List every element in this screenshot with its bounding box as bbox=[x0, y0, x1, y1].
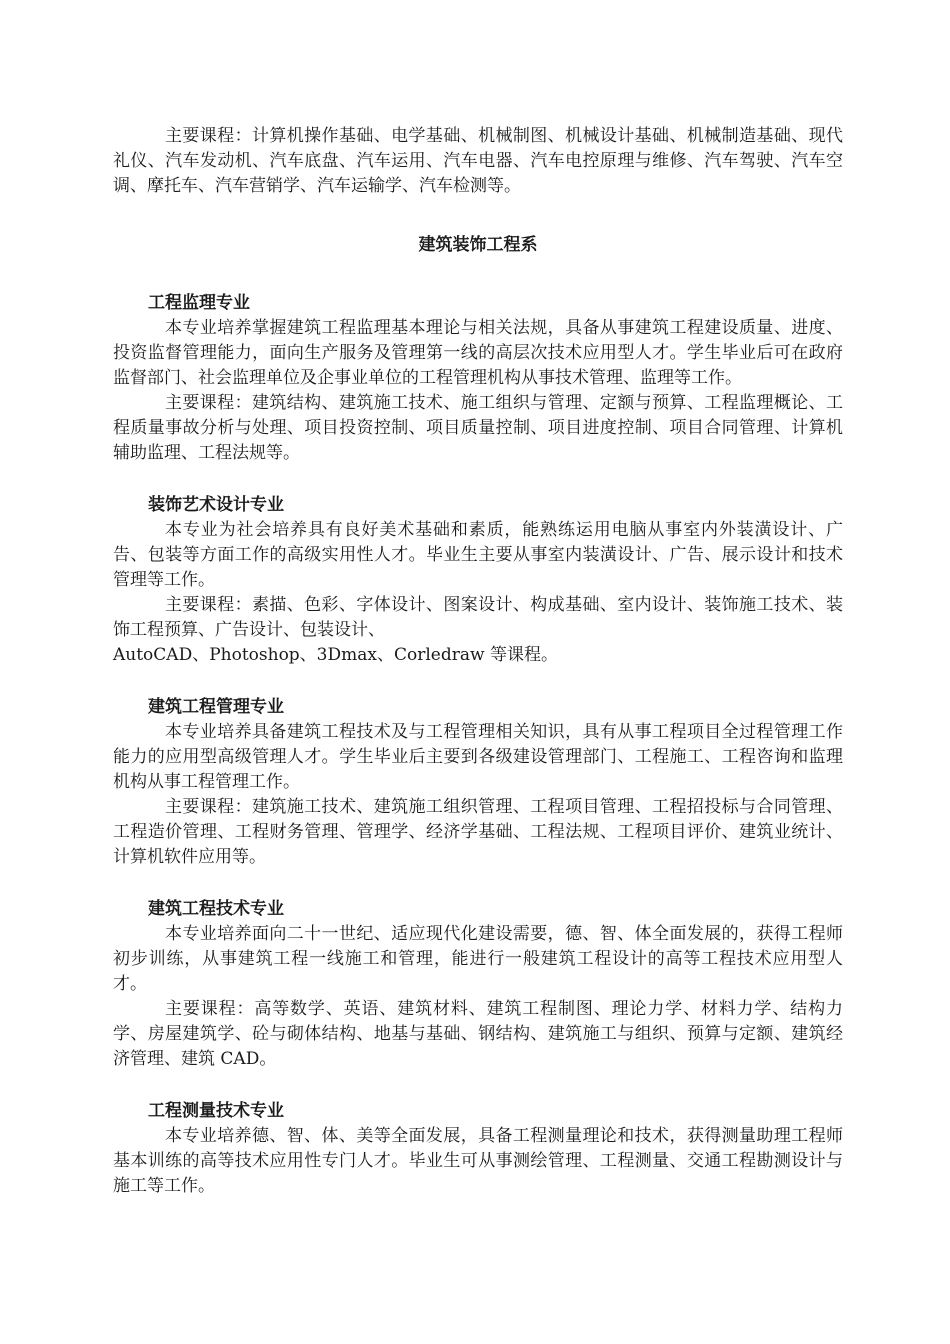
section-courses: 主要课程：建筑施工技术、建筑施工组织管理、工程项目管理、工程招投标与合同管理、工程造价管理、工程财务管理、管理学、经济学基础、工程法规、工程项目评价、建筑业统计、计算机软件应用等。 bbox=[113, 797, 843, 867]
section-title: 建筑工程管理专业 bbox=[148, 697, 284, 717]
document-page bbox=[113, 124, 843, 1199]
department-title: 建筑装饰工程系 bbox=[418, 235, 538, 255]
section-description: 本专业培养面向二十一世纪、适应现代化建设需要，德、智、体全面发展的，获得工程师初步训练，从事建筑工程一线施工和管理，能进行一般建筑工程设计的高等工程技术应用型人才。 bbox=[113, 924, 843, 994]
section-construction-technology bbox=[113, 897, 843, 1072]
section-construction-management bbox=[113, 695, 843, 870]
section-surveying bbox=[113, 1099, 843, 1199]
section-description: 本专业培养具备建筑工程技术及与工程管理相关知识，具有从事工程项目全过程管理工作能力的应用型高级管理人才。学生毕业后主要到各级建设管理部门、工程施工、工程咨询和监理机构从事工程管理工作。 bbox=[113, 722, 843, 792]
section-description: 本专业为社会培养具有良好美术基础和素质，能熟练运用电脑从事室内外装潢设计、广告、包装等方面工作的高级实用性人才。毕业生主要从事室内装潢设计、广告、展示设计和技术管理等工作。 bbox=[113, 520, 843, 590]
section-courses: 主要课程：建筑结构、建筑施工技术、施工组织与管理、定额与预算、工程监理概论、工程质量事故分析与处理、项目投资控制、项目质量控制、项目进度控制、项目合同管理、计算机辅助监理、工程法规等。 bbox=[113, 393, 843, 463]
section-decoration-design bbox=[113, 493, 843, 668]
section-title: 工程监理专业 bbox=[148, 293, 250, 313]
intro-courses: 主要课程：计算机操作基础、电学基础、机械制图、机械设计基础、机械制造基础、现代礼仪、汽车发动机、汽车底盘、汽车运用、汽车电器、汽车电控原理与维修、汽车驾驶、汽车空调、摩托车、汽车营销学、汽车运输学、汽车检测等。 bbox=[113, 126, 843, 196]
section-supervision bbox=[113, 291, 843, 466]
section-title: 装饰艺术设计专业 bbox=[148, 495, 284, 515]
section-courses: 主要课程：高等数学、英语、建筑材料、建筑工程制图、理论力学、材料力学、结构力学、房屋建筑学、砼与砌体结构、地基与基础、钢结构、建筑施工与组织、预算与定额、建筑经济管理、建筑 CAD。 bbox=[113, 999, 843, 1069]
section-courses: 主要课程：素描、色彩、字体设计、图案设计、构成基础、室内设计、装饰施工技术、装饰工程预算、广告设计、包装设计、 bbox=[113, 595, 843, 640]
section-title: 工程测量技术专业 bbox=[148, 1101, 284, 1121]
section-title: 建筑工程技术专业 bbox=[148, 899, 284, 919]
section-courses-continued: AutoCAD、Photoshop、3Dmax、Corledraw 等课程。 bbox=[113, 645, 558, 665]
section-description: 本专业培养掌握建筑工程监理基本理论与相关法规，具备从事建筑工程建设质量、进度、投资监督管理能力，面向生产服务及管理第一线的高层次技术应用型人才。学生毕业后可在政府监督部门、社会监理单位及企事业单位的工程管理机构从事技术管理、监理等工作。 bbox=[113, 318, 843, 388]
section-description: 本专业培养德、智、体、美等全面发展，具备工程测量理论和技术，获得测量助理工程师基本训练的高等技术应用性专门人才。毕业生可从事测绘管理、工程测量、交通工程勘测设计与施工等工作。 bbox=[113, 1126, 843, 1196]
